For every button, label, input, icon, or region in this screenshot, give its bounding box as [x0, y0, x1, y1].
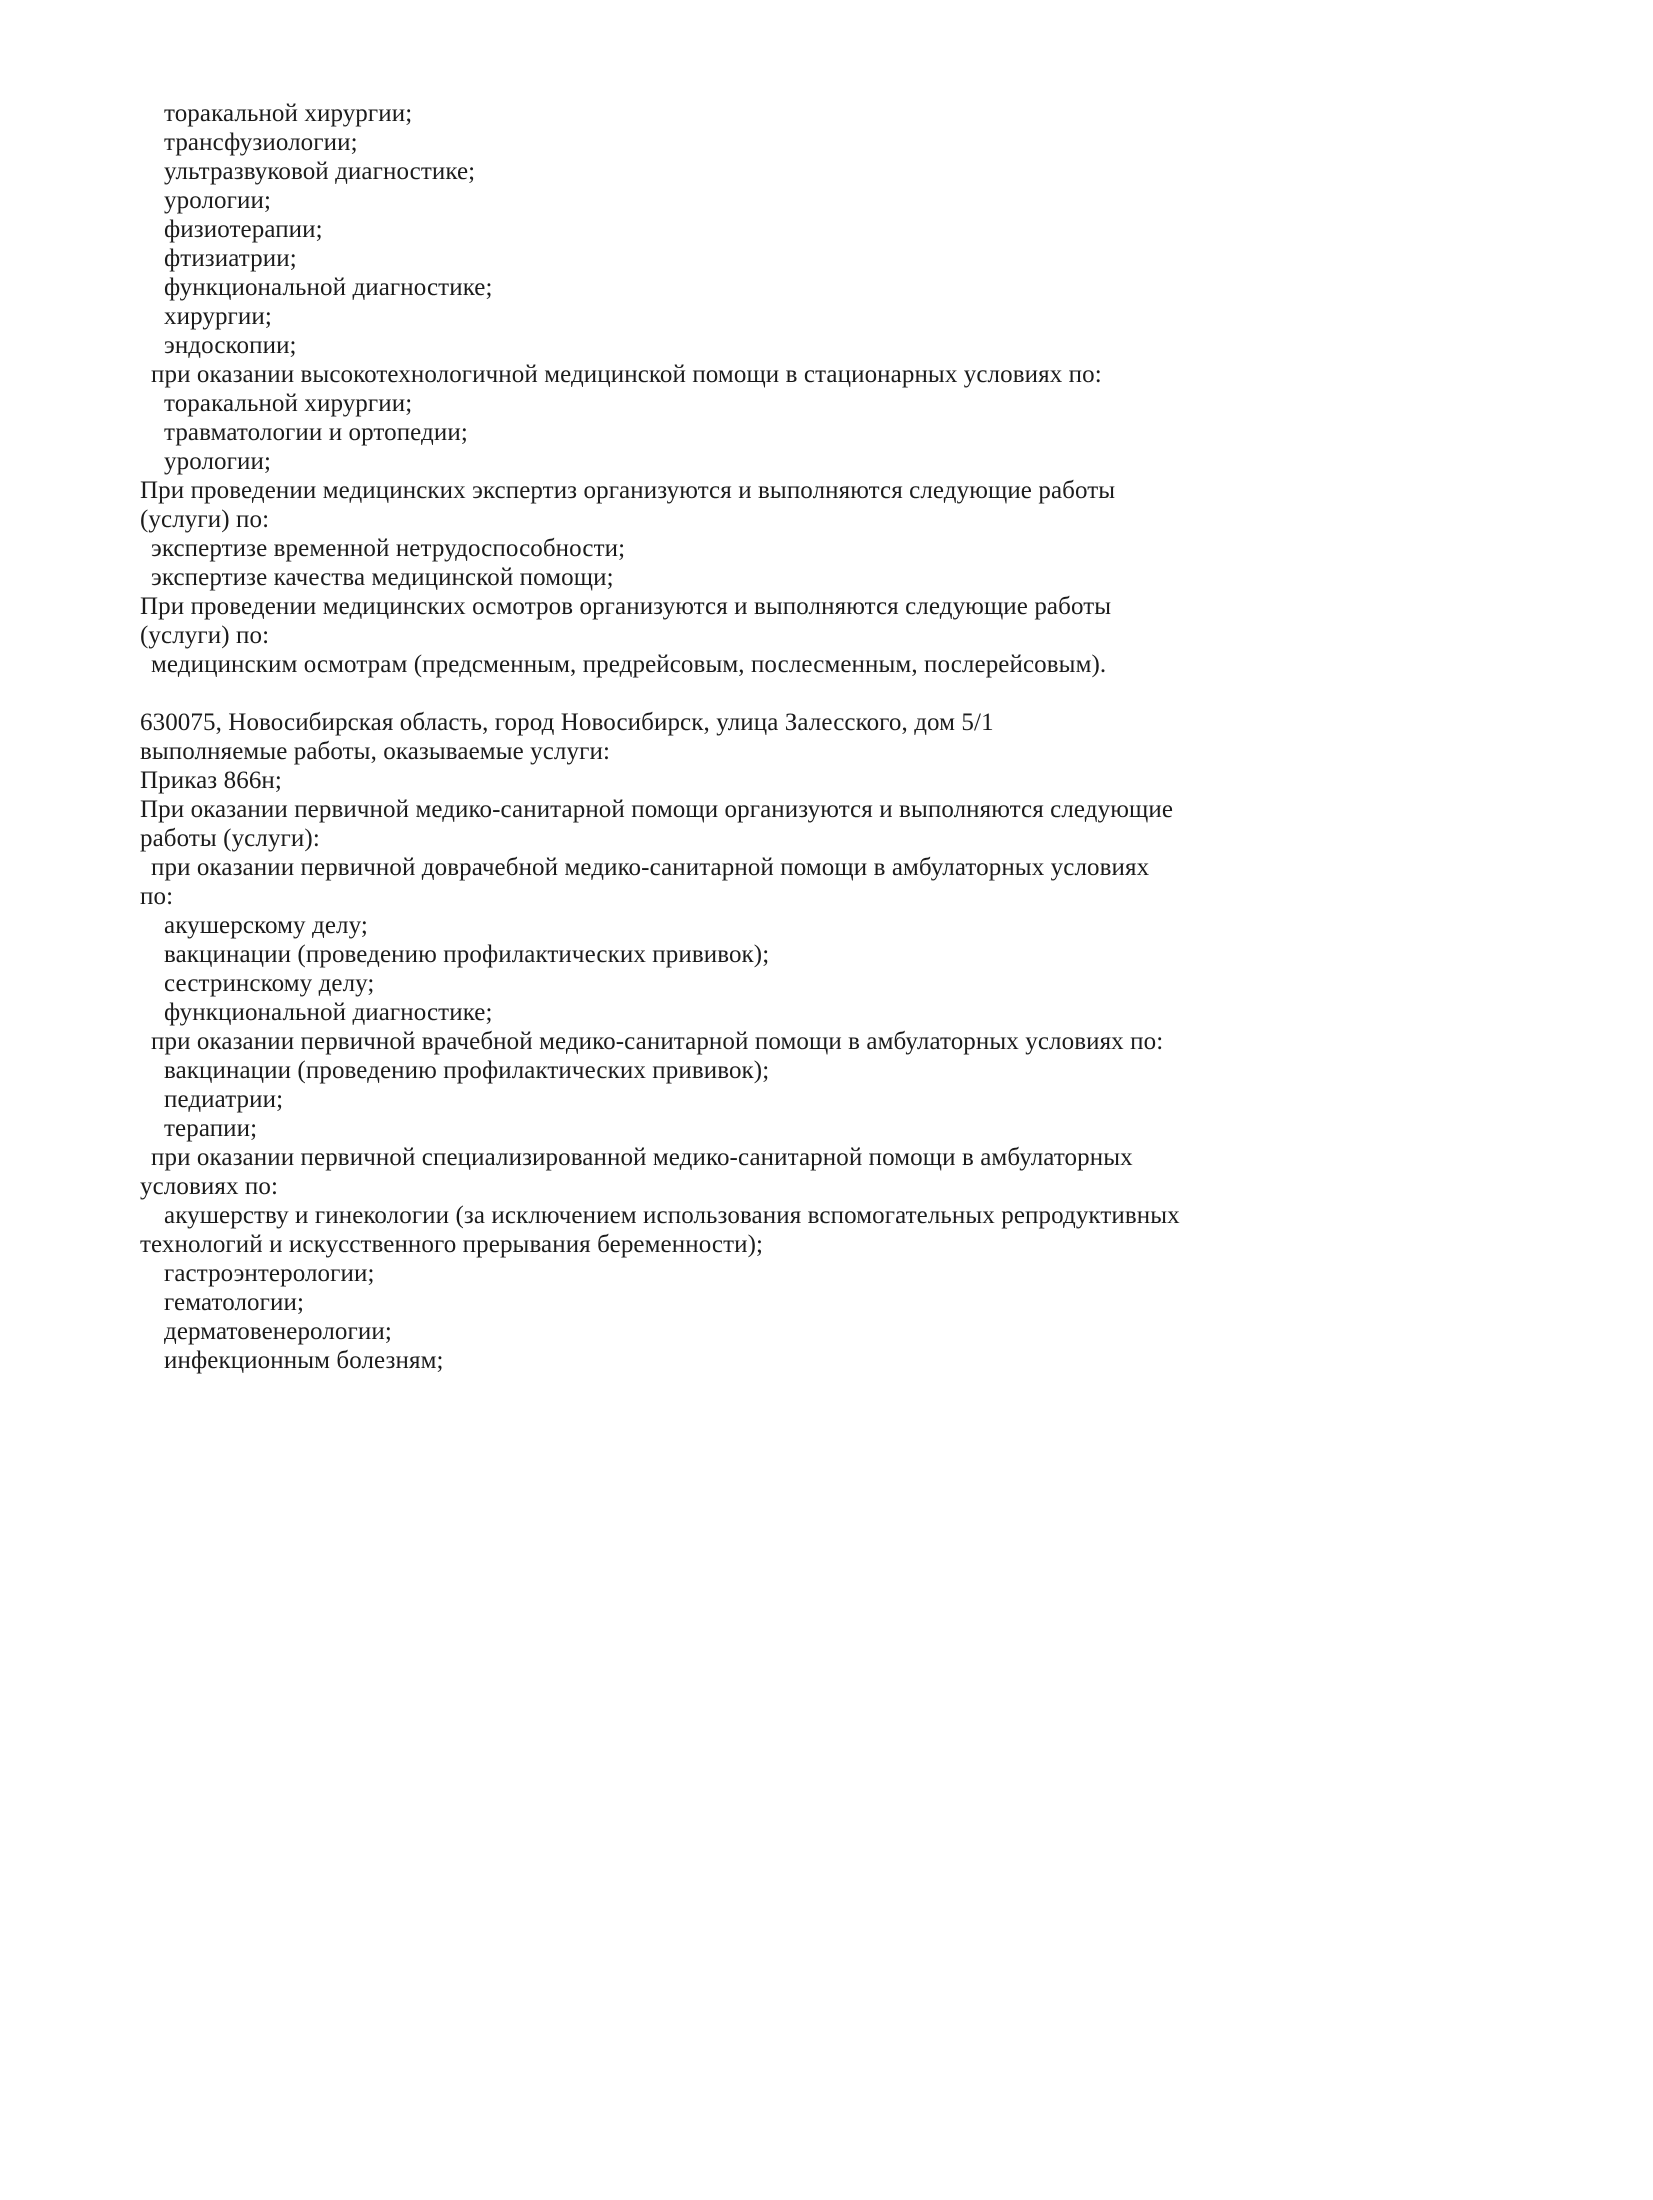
- document-line: экспертизе качества медицинской помощи;: [151, 564, 614, 591]
- document-line: физиотерапии;: [164, 216, 323, 243]
- document-line: гастроэнтерологии;: [164, 1260, 375, 1287]
- document-line: при оказании первичной врачебной медико-санитарной помощи в амбулаторных условиях по:: [151, 1028, 1164, 1055]
- document-line: технологий и искусственного прерывания беременности);: [140, 1231, 764, 1258]
- document-text: [140, 99, 1593, 1375]
- document-line: работы (услуги):: [140, 825, 320, 852]
- document-line: при оказании первичной специализированной медико-санитарной помощи в амбулаторных: [151, 1144, 1133, 1171]
- document-line: условиях по:: [140, 1173, 279, 1200]
- document-line: по:: [140, 883, 174, 910]
- document-line: травматологии и ортопедии;: [164, 419, 468, 446]
- document-line: акушерскому делу;: [164, 912, 368, 939]
- document-line: торакальной хирургии;: [164, 100, 413, 127]
- document-line: При оказании первичной медико-санитарной помощи организуются и выполняются следующие: [140, 796, 1174, 823]
- document-line: вакцинации (проведению профилактических прививок);: [164, 941, 770, 968]
- document-line: хирургии;: [164, 303, 272, 330]
- document-line: вакцинации (проведению профилактических прививок);: [164, 1057, 770, 1084]
- document-line: трансфузиологии;: [164, 129, 358, 156]
- document-line: урологии;: [164, 187, 272, 214]
- document-line: инфекционным болезням;: [164, 1347, 444, 1374]
- document-line: 630075, Новосибирская область, город Новосибирск, улица Залесского, дом 5/1: [140, 709, 994, 736]
- document-line: выполняемые работы, оказываемые услуги:: [140, 738, 610, 765]
- document-line: функциональной диагностике;: [164, 274, 493, 301]
- document-line: (услуги) по:: [140, 622, 270, 649]
- blank-line: [140, 679, 1593, 708]
- document-line: при оказании высокотехнологичной медицинской помощи в стационарных условиях по:: [151, 361, 1102, 388]
- document-line: дерматовенерологии;: [164, 1318, 392, 1345]
- document-line: фтизиатрии;: [164, 245, 297, 272]
- document-line: функциональной диагностике;: [164, 999, 493, 1026]
- document-line: сестринскому делу;: [164, 970, 375, 997]
- document-line: при оказании первичной доврачебной медико-санитарной помощи в амбулаторных условиях: [151, 854, 1150, 881]
- document-line: ультразвуковой диагностике;: [164, 158, 476, 185]
- document-line: торакальной хирургии;: [164, 390, 413, 417]
- document-line: экспертизе временной нетрудоспособности;: [151, 535, 626, 562]
- document-line: При проведении медицинских осмотров организуются и выполняются следующие работы: [140, 593, 1112, 620]
- document-line: При проведении медицинских экспертиз организуются и выполняются следующие работы: [140, 477, 1116, 504]
- document-line: (услуги) по:: [140, 506, 270, 533]
- document-line: терапии;: [164, 1115, 258, 1142]
- document-line: акушерству и гинекологии (за исключением использования вспомогательных репродуктивных: [164, 1202, 1180, 1229]
- document-line: педиатрии;: [164, 1086, 284, 1113]
- document-line: Приказ 866н;: [140, 767, 282, 794]
- document-line: гематологии;: [164, 1289, 305, 1316]
- document-line: медицинским осмотрам (предсменным, предрейсовым, послесменным, послерейсовым).: [151, 651, 1107, 678]
- document-line: эндоскопии;: [164, 332, 297, 359]
- document-line: урологии;: [164, 448, 272, 475]
